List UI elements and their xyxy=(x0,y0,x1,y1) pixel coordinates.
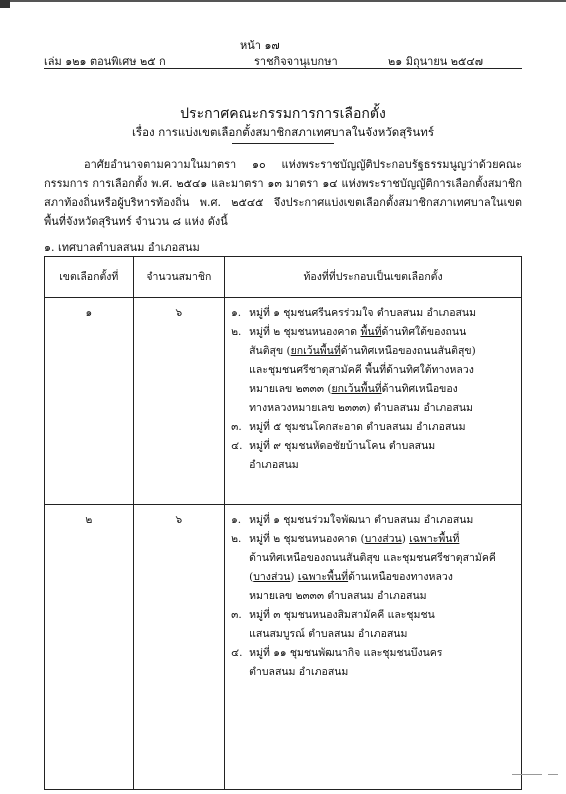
area-text-line xyxy=(249,380,517,399)
title-divider xyxy=(232,143,334,144)
table-row xyxy=(45,298,522,505)
area-item-text xyxy=(249,437,517,475)
underlined-text: บางส่วน xyxy=(253,571,291,583)
announcement-title: ประกาศคณะกรรมการการเลือกตั้ง xyxy=(180,106,386,122)
area-text-line xyxy=(249,625,517,644)
text-segment: ทางหลวงหมายเลข ๒๓๓๓) ตำบลสนม อำเภอสนม xyxy=(249,402,473,414)
text-segment: แสนสมบูรณ์ ตำบลสนม อำเภอสนม xyxy=(249,628,408,640)
district-areas xyxy=(225,505,522,790)
electoral-district-table xyxy=(44,256,522,790)
body-paragraph xyxy=(44,155,522,231)
text-segment: หมายเลข ๒๓๓๓ ( xyxy=(249,383,332,395)
text-segment: ด้านทิศเหนือของถนนสันติสุข) xyxy=(340,345,476,357)
scan-edge-top xyxy=(0,0,566,2)
area-list-item xyxy=(231,304,517,323)
text-segment: หมู่ที่ ๒ ชุมชนหนองคาด ( xyxy=(249,533,365,545)
area-list-item xyxy=(231,606,517,644)
text-segment: หมู่ที่ ๕ ชุมชนโคกสะอาด ตำบลสนม อำเภอสนม xyxy=(249,421,466,433)
text-segment: หมู่ที่ ๓ ชุมชนหนองสิมสามัคคี และชุมชน xyxy=(249,609,435,621)
text-segment: หมู่ที่ ๑ ชุมชนร่วมใจพัฒนา ตำบลสนม อำเภอสนม xyxy=(249,514,474,526)
area-item-text xyxy=(249,644,517,682)
text-segment: ด้านทิศเหนือของ xyxy=(381,383,458,395)
district-areas xyxy=(225,298,522,505)
text-segment: หมู่ที่ ๑๑ ชุมชนพัฒนากิจ และชุมชนบึงนคร xyxy=(249,647,443,659)
header-members: จำนวนสมาชิก xyxy=(133,257,225,298)
member-count: ๖ xyxy=(133,505,225,790)
area-list-item xyxy=(231,418,517,437)
area-list-item xyxy=(231,530,517,606)
gazette-date: ๒๑ มิถุนายน ๒๕๔๗ xyxy=(388,55,483,68)
underlined-text: เฉพาะพื้นที่ xyxy=(409,533,460,545)
text-segment: ( xyxy=(249,571,254,583)
district-number: ๒ xyxy=(45,505,134,790)
area-item-number: ๔. xyxy=(231,647,243,659)
area-text-line xyxy=(249,511,517,530)
area-text-line xyxy=(249,456,517,475)
text-segment: อำเภอสนม xyxy=(249,459,299,471)
body-line-1: อาศัยอำนาจตามความในมาตรา ๑๐ แห่งพระราชบัญญัติประกอบรัฐธรรมนูญว่าด้วยคณะกรรมการ xyxy=(44,158,522,190)
scan-mark xyxy=(548,774,558,775)
area-list-item xyxy=(231,323,517,418)
text-segment: ) xyxy=(401,533,410,545)
area-text-line xyxy=(249,361,517,380)
area-text-line xyxy=(249,304,517,323)
text-segment: และชุมชนศรีชาตุสามัคคี พื้นที่ด้านทิศใต้ทางหลวง xyxy=(249,364,474,376)
area-list-item xyxy=(231,511,517,530)
gazette-volume-issue: เล่ม ๑๒๑ ตอนพิเศษ ๒๕ ก xyxy=(44,55,166,68)
area-item-number: ๔. xyxy=(231,440,243,452)
scan-corner-mark xyxy=(0,0,10,8)
area-text-line xyxy=(249,418,517,437)
table-body xyxy=(45,298,522,790)
announcement-body xyxy=(44,155,522,231)
area-item-text xyxy=(249,323,517,418)
table-row xyxy=(45,505,522,790)
area-item-text xyxy=(249,418,517,437)
page-number: หน้า ๑๗ xyxy=(240,39,280,52)
announcement-subject: เรื่อง การแบ่งเขตเลือกตั้งสมาชิกสภาเทศบาลในจังหวัดสุรินทร์ xyxy=(131,125,435,139)
area-text-line xyxy=(249,342,517,361)
area-text-line xyxy=(249,644,517,663)
scan-mark xyxy=(512,774,542,775)
area-text-line xyxy=(249,663,517,682)
body-line-4: พื้นที่จังหวัดสุรินทร์ จำนวน ๘ แห่ง ดังนี้ xyxy=(44,215,228,228)
text-segment: หมู่ที่ ๙ ชุมชนหัดอชัยบ้านโคน ตำบลสนม xyxy=(249,440,436,452)
area-list-item xyxy=(231,644,517,682)
area-list-item xyxy=(231,437,517,475)
member-count: ๖ xyxy=(133,298,225,505)
area-item-text xyxy=(249,606,517,644)
body-line-2: การเลือกตั้ง พ.ศ. ๒๕๔๑ และมาตรา ๑๓ มาตรา ๑๔ แห่งพระราชบัญญัติการเลือกตั้งสมาชิก xyxy=(92,177,522,190)
text-segment: ) xyxy=(290,571,298,583)
underlined-text: เฉพาะพื้นที่ xyxy=(297,571,349,583)
text-segment: ด้านทิศใต้ของถนน xyxy=(381,326,467,338)
area-item-number: ๒. xyxy=(231,533,242,545)
text-segment: สันติสุข ( xyxy=(249,345,291,357)
area-text-line xyxy=(249,587,517,606)
header-divider xyxy=(44,68,522,69)
section-heading: ๑. เทศบาลตำบลสนม อำเภอสนม xyxy=(44,241,200,254)
text-segment: ด้านเหนือของทางหลวง xyxy=(348,571,453,583)
gazette-name: ราชกิจจานุเบกษา xyxy=(254,55,338,68)
underlined-text: ยกเว้นพื้นที่ xyxy=(331,383,382,395)
area-item-number: ๓. xyxy=(231,609,242,621)
table-header-row xyxy=(45,257,522,298)
area-text-line xyxy=(249,606,517,625)
area-text-line xyxy=(249,530,517,549)
header-district: เขตเลือกตั้งที่ xyxy=(45,257,134,298)
area-item-number: ๑. xyxy=(231,307,242,319)
area-text-line xyxy=(249,549,517,568)
underlined-text: ยกเว้นพื้นที่ xyxy=(290,345,341,357)
text-segment: หมู่ที่ ๑ ชุมชนศรีนครร่วมใจ ตำบลสนม อำเภอสนม xyxy=(249,307,477,319)
text-segment: ด้านทิศเหนือของถนนสันติสุข และชุมชนศรีชาตุสามัคคี xyxy=(249,552,496,564)
area-text-line xyxy=(249,323,517,342)
underlined-text: พื้นที่ xyxy=(360,326,382,338)
text-segment: ตำบลสนม อำเภอสนม xyxy=(249,666,349,678)
area-item-number: ๑. xyxy=(231,514,242,526)
header-areas: ท้องที่ที่ประกอบเป็นเขตเลือกตั้ง xyxy=(225,257,522,298)
area-item-text xyxy=(249,530,517,606)
area-item-text xyxy=(249,304,517,323)
body-line-3: สภาท้องถิ่นหรือผู้บริหารท้องถิ่น พ.ศ. ๒๕๔๕ จึงประกาศแบ่งเขตเลือกตั้งสมาชิกสภาเทศบาลในเขต xyxy=(44,196,522,209)
area-item-number: ๓. xyxy=(231,421,242,433)
area-text-line xyxy=(249,399,517,418)
district-number: ๑ xyxy=(45,298,134,505)
text-segment: หมู่ที่ ๒ ชุมชนหนองคาด xyxy=(249,326,361,338)
area-item-text xyxy=(249,511,517,530)
area-item-number: ๒. xyxy=(231,326,242,338)
area-text-line xyxy=(249,437,517,456)
text-segment: หมายเลข ๒๓๓๓ ตำบลสนม อำเภอสนม xyxy=(249,590,427,602)
underlined-text: บางส่วน xyxy=(364,533,402,545)
area-text-line xyxy=(249,568,517,587)
